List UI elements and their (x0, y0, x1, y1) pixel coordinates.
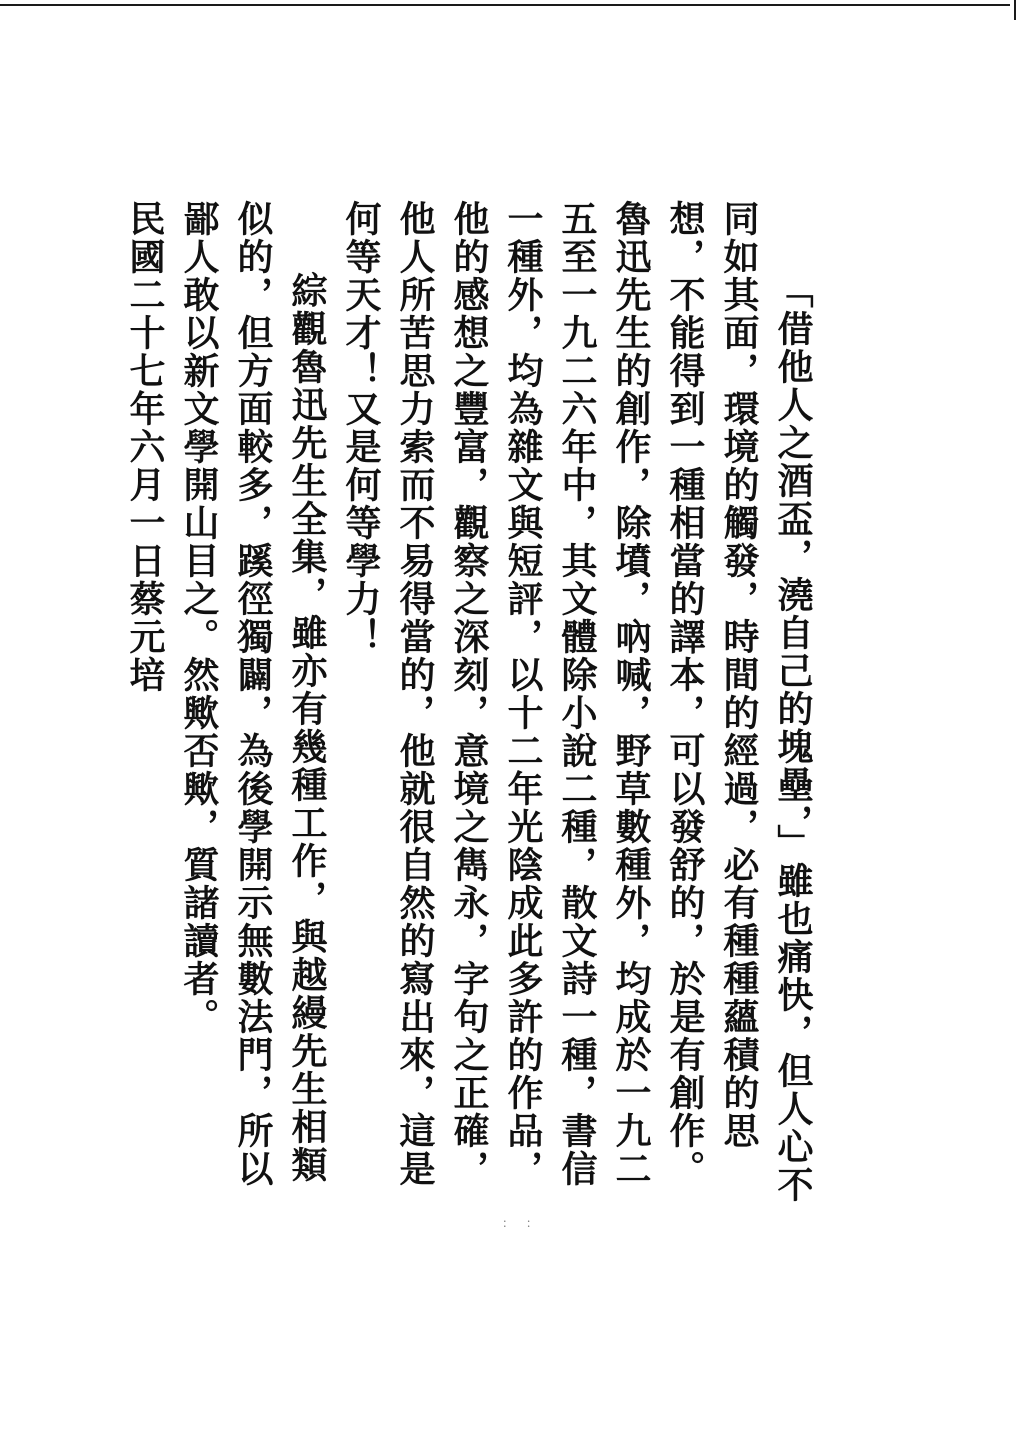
right-border-tick (1014, 0, 1016, 20)
paragraph-2: 綜觀魯迅先生全集，雖亦有幾種工作，與越縵先生相類似的，但方面較多，蹊徑獨闢，為後學開示無數法門，所以鄙人敢以新文學開山目之。然歟否歟，質諸讀者。 (178, 200, 328, 1188)
vertical-text-body (100, 200, 820, 1220)
paragraph-1: 「借他人之酒盃，澆自己的塊壘，」雖也痛快，但人心不同如其面，環境的觸發，時間的經過，必有種種蘊積的思想，不能得到一種相當的譯本，可以發舒的，於是有創作。魯迅先生的創作，除墳，吶喊，野草數種外，均成於一九二五至一九二六年中，其文體除小說二種，散文詩一種，書信一種外，均為雜文與短評，以十二年光陰成此多許的作品，他的感想之豐富，觀察之深刻，意境之雋永，字句之正確，他人所苦思力索而不易得當的，他就很自然的寫出來，這是何等天才！又是何等學力！ (340, 200, 814, 1204)
page-mark: ： ： (502, 1216, 542, 1230)
top-border-line (0, 4, 1010, 6)
signature-line: 民國二十七年六月一日蔡元培 (124, 200, 166, 694)
